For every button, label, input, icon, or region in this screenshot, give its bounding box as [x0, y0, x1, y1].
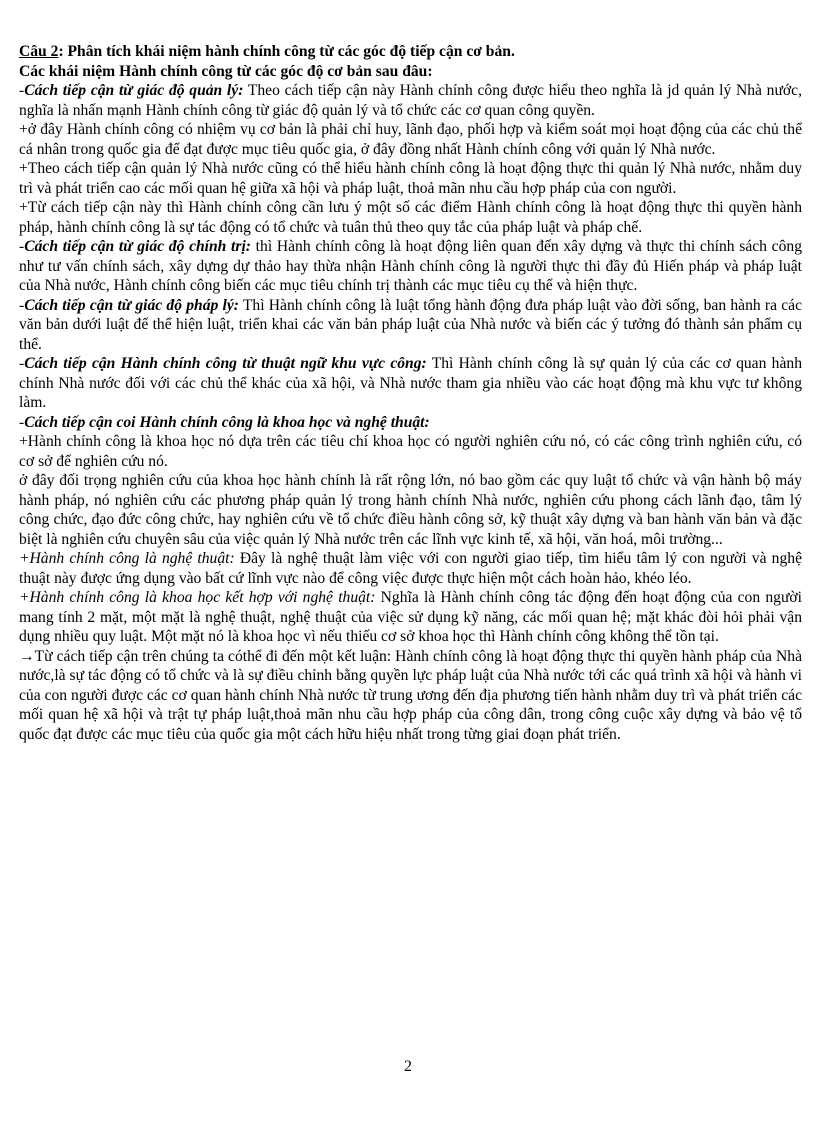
- conclusion-paragraph: →Từ cách tiếp cận trên chúng ta cóthể đi đến một kết luận: Hành chính công là hoạt động thực thi quyền hành pháp của Nhà nước,là sự tác động có tổ chức và là sự điều chỉnh bằng quyền lực pháp luật của Nhà nước tới các quá trình xã hội và hành vi của con người được các cơ quan hành chính Nhà nước từ trung ương đến địa phương tiến hành nhằm duy trì và phát triển các mối quan hệ xã hội và trật tự pháp luật,thoả mãn nhu cầu hợp pháp của công dân, trong công cuộc xây dựng và bảo vệ tổ quốc đạt được các mục tiêu của quốc gia một cách hữu hiệu nhất trong từng giai đoạn phát triển.: [19, 647, 802, 743]
- document-body: [19, 42, 802, 744]
- paragraph-text: Đây là nghệ thuật làm việc với con người giao tiếp, tìm hiểu tâm lý con người và nghệ thuật này được ứng dụng vào bất cứ lĩnh vực nào để công việc được thực hiện một cách hoàn hảo, khéo léo.: [19, 550, 802, 587]
- paragraph-text: +Từ cách tiếp cận này thì Hành chính công cần lưu ý một số các điểm Hành chính công là hoạt động thực thi quyền hành pháp, hành chính công là sự tác động có tổ chức và tuân thủ theo quy tắc của pháp luật và pháp chế.: [19, 199, 802, 236]
- paragraph-text: Theo cách tiếp cận này Hành chính công được hiểu theo nghĩa là jd quản lý Nhà nước, nghĩa là nhấn mạnh Hành chính công từ giác độ quản lý và tổ chức các cơ quan công quyền.: [19, 82, 802, 119]
- page-number: 2: [404, 1058, 412, 1075]
- paragraph-text: Thì Hành chính công là sự quản lý của các cơ quan hành chính Nhà nước đối với các chủ thể khác của xã hội, và Nhà nước tham gia nhiều vào các hoạt động mà khu vực tư không làm.: [19, 355, 802, 411]
- dash: -: [19, 82, 25, 99]
- dash: -: [19, 296, 25, 314]
- paragraph-public-sector-approach: [19, 354, 802, 413]
- italic-lead: +Hành chính công là nghệ thuật:: [19, 550, 235, 567]
- paragraph-text: +ở đây Hành chính công có nhiệm vụ cơ bản là phải chỉ huy, lãnh đạo, phối hợp và kiểm soát mọi hoạt động của các chủ thể cá nhân trong quốc gia để đạt được mục tiêu quốc gia, ở đây đồng nhất Hành chính công với quản lý Nhà nước.: [19, 121, 802, 158]
- paragraph-political-approach: [19, 237, 802, 296]
- approach-title: Cách tiếp cận Hành chính công từ thuật ngữ khu vực công:: [24, 355, 427, 372]
- paragraph-text: ở đây đối trọng nghiên cứu của khoa học hành chính là rất rộng lớn, nó bao gồm các quy luật tổ chức và vận hành bộ máy hành pháp, nó nghiên cứu các phương pháp quản lý trong hành chính Nhà nước, nghiên cứu phong cách lãnh đạo, tâm lý công chức, đạo đức công chức, hay nghiên cứu về tổ chức điều hành công sở, kỹ thuật xây dựng và ban hành văn bản và đặc biệt là nghiên cứu chuyên sâu của việc quản lý Nhà nước trên các lĩnh vực kinh tế, xã hội, văn hoá, môi trường...: [19, 472, 802, 548]
- approach-title: Cách tiếp cận từ giác độ chính trị:: [24, 238, 251, 255]
- paragraph-text: Thì Hành chính công là luật tổng hành động đưa pháp luật vào đời sống, ban hành ra các văn bản dưới luật để thể hiện luật, triển khai các văn bản pháp luật của Nhà nước và biến các ý tưởng đó thành sản phẩm cụ thể.: [19, 296, 802, 353]
- paragraph-art: [19, 549, 802, 588]
- question-label: Câu 2: [19, 43, 59, 60]
- dash: -: [19, 238, 25, 255]
- paragraph-management-approach: [19, 81, 802, 120]
- dash: -: [19, 413, 25, 431]
- paragraph-science-art-approach: [19, 413, 802, 433]
- approach-title: Cách tiếp cận coi Hành chính công là khoa học và nghệ thuật:: [24, 413, 430, 431]
- paragraph-text: thì Hành chính công là hoạt động liên quan đến xây dựng và thực thi chính sách công như tư vấn chính sách, xây dựng dự thảo hay thừa nhận Hành chính công là người thực thi đầy đủ Hiến pháp và pháp luật của Nhà nước, Hành chính công biến các mục tiêu chính trị thành các mục tiêu cụ thể và hiện thực.: [19, 238, 802, 294]
- section-subheading: Các khái niệm Hành chính công từ các góc độ cơ bản sau đâu:: [19, 62, 433, 80]
- italic-lead: +Hành chính công là khoa học kết hợp với nghệ thuật:: [19, 589, 376, 606]
- paragraph-text: +Theo cách tiếp cận quản lý Nhà nước cũng có thể hiểu hành chính công là hoạt động thực thi quản lý Nhà nước, nhằm duy trì và phát triển cao các mối quan hệ giữa xã hội và pháp luật, thoả mãn nhu cầu hợp pháp của con người.: [19, 160, 802, 197]
- question-title: : Phân tích khái niệm hành chính công từ các góc độ tiếp cận cơ bản.: [58, 43, 515, 60]
- question-heading: [19, 42, 802, 62]
- paragraph-text: +Hành chính công là khoa học nó dựa trên các tiêu chí khoa học có người nghiên cứu nó, có các công trình nghiên cứu, có cơ sở để nghiên cứu nó.: [19, 433, 802, 470]
- dash: -: [19, 355, 25, 372]
- paragraph-science-and-art: [19, 588, 802, 647]
- paragraph-legal-approach: [19, 296, 802, 355]
- paragraph-text: Nghĩa là Hành chính công tác động đến hoạt động của con người mang tính 2 mặt, một mặt là nghệ thuật, nghệ thuật của việc sử dụng kỹ năng, các mối quan hệ; mặt khác đòi hỏi phải vận dụng nhiều quy luật. Một mặt nó là khoa học vì nếu thiếu cơ sở khoa học thì Hành chính công không thể tồn tại.: [19, 589, 802, 645]
- approach-title: Cách tiếp cận từ giác độ quản lý:: [24, 82, 244, 99]
- approach-title: Cách tiếp cận từ giác độ pháp lý:: [24, 296, 239, 314]
